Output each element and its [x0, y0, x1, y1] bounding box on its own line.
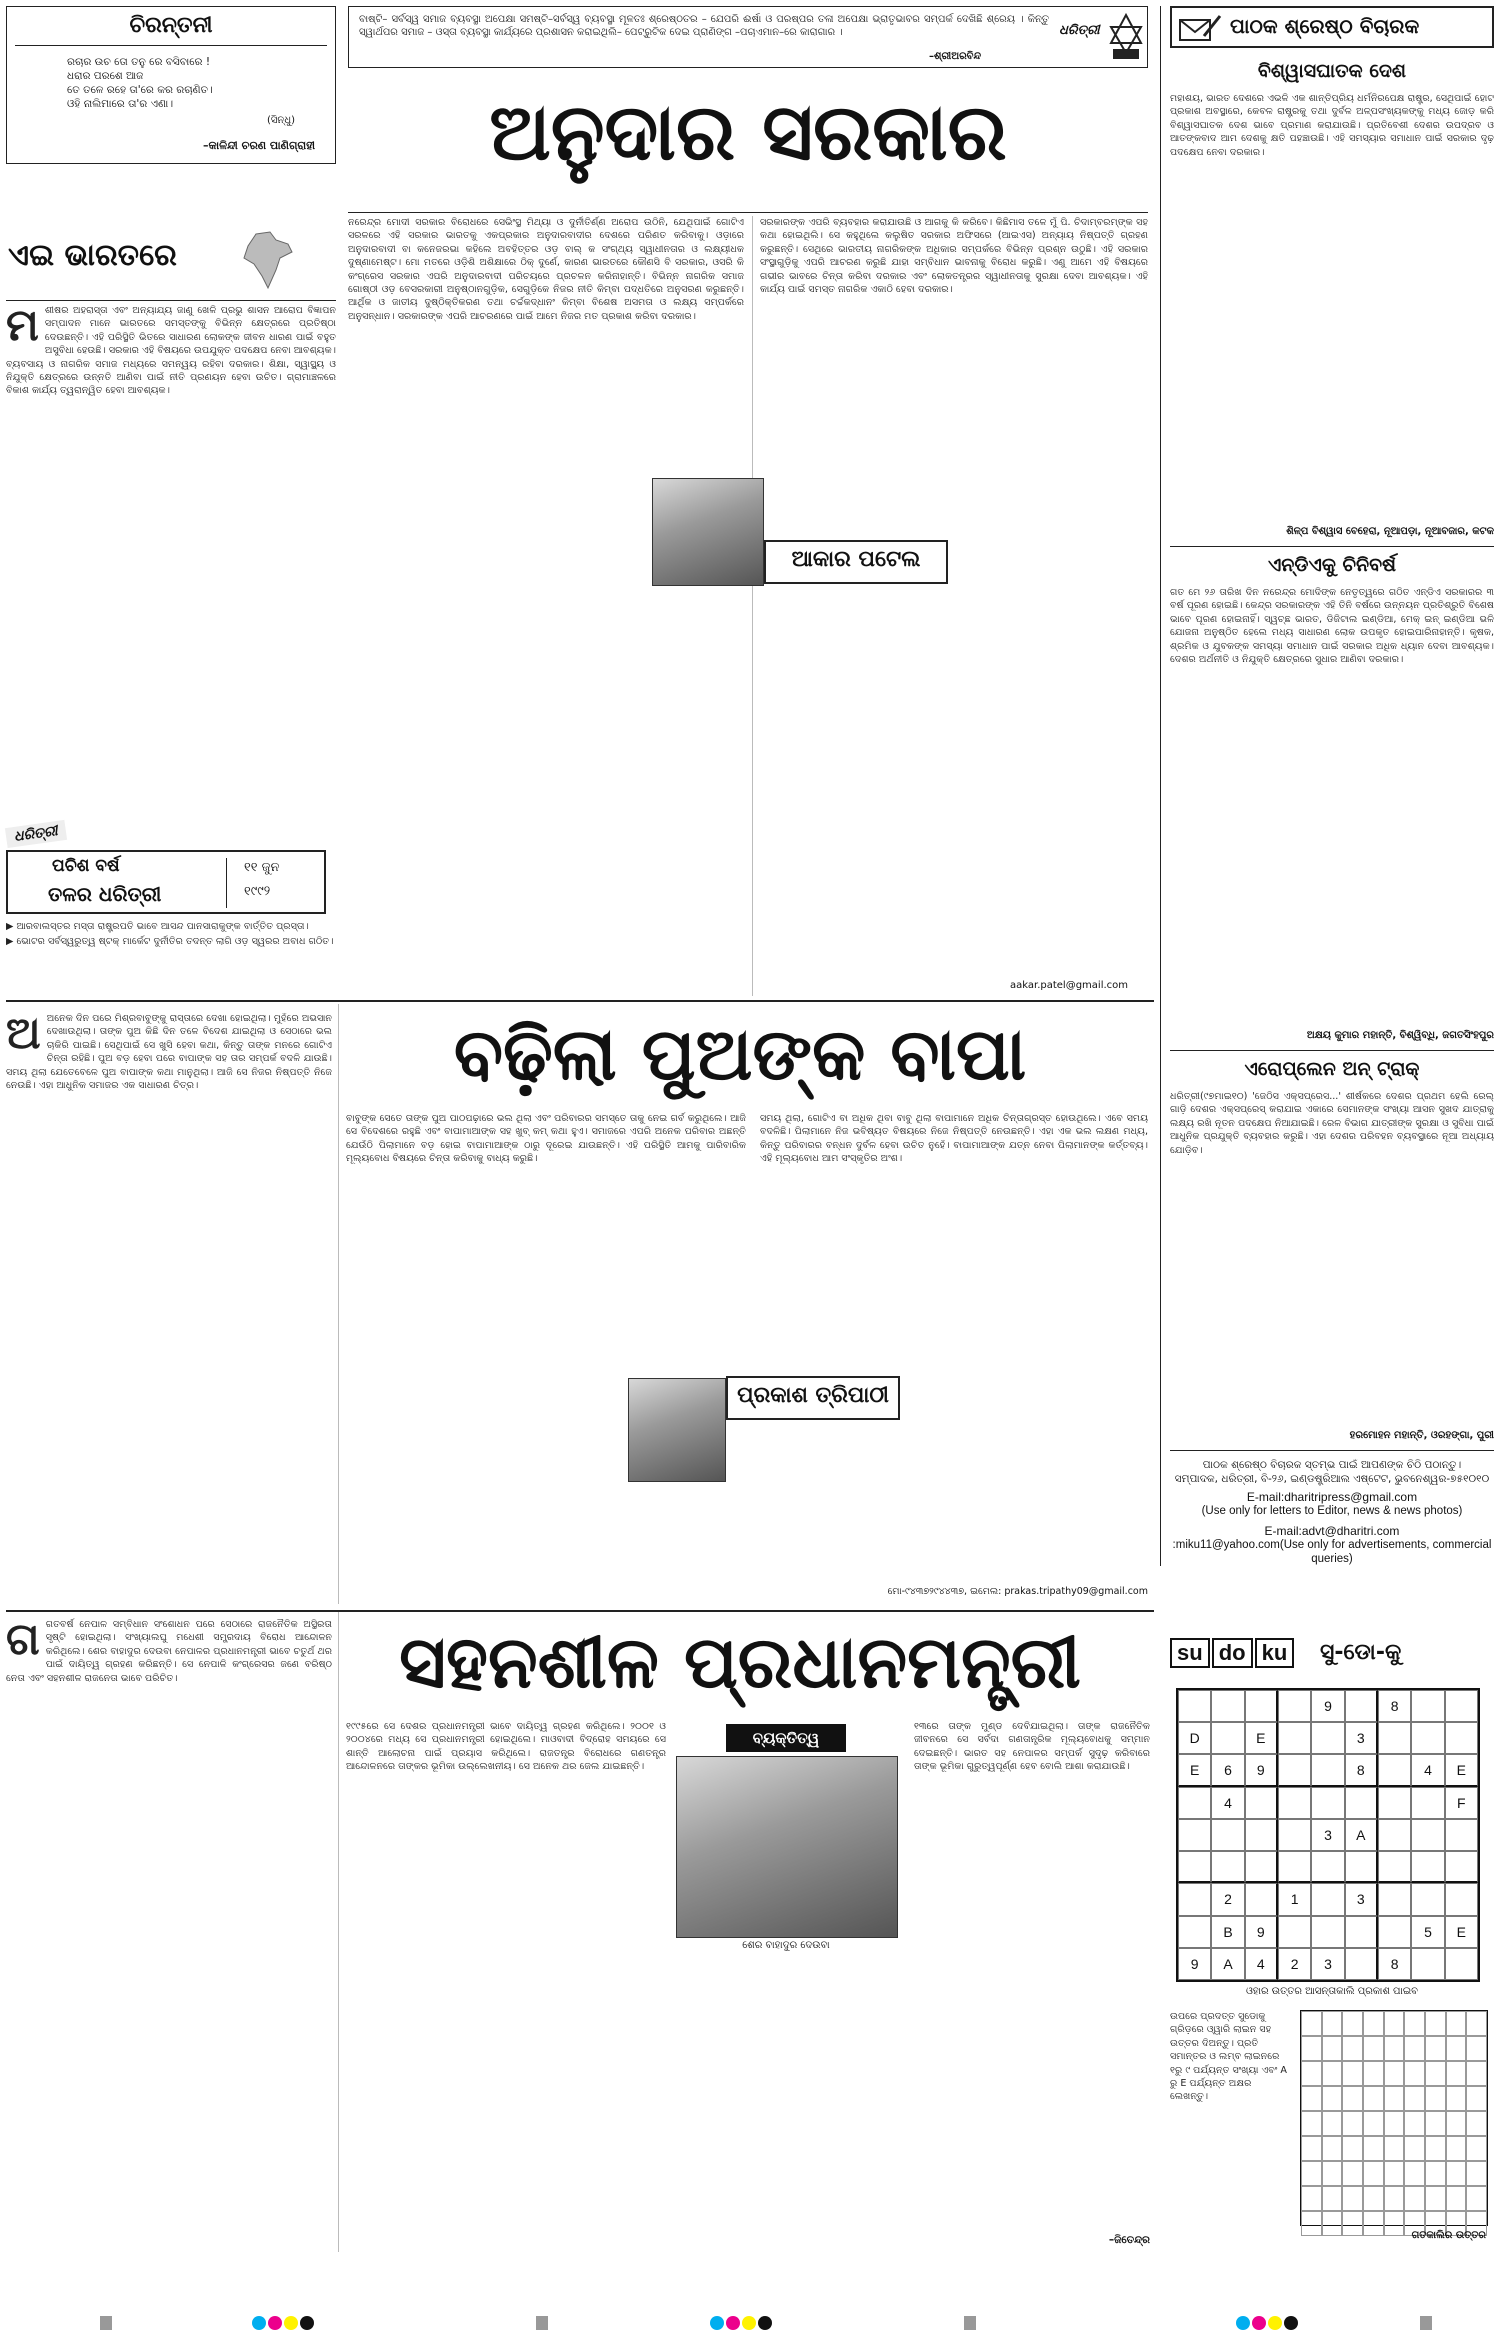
solution-cell	[1301, 2161, 1322, 2186]
quote-logo: ଧରିତ୍ରୀ	[1059, 23, 1100, 38]
sudoku-cell[interactable]: 3	[1345, 1722, 1378, 1754]
sudoku-cell[interactable]	[1211, 1722, 1244, 1754]
solution-cell	[1384, 2011, 1405, 2036]
print-mark	[1420, 2316, 1432, 2330]
sudoku-grid[interactable]	[1176, 1688, 1480, 1982]
sudoku-cell[interactable]	[1178, 1690, 1211, 1722]
contact-email1-note: (Use only for letters to Editor, news & news photos)	[1201, 1505, 1463, 1517]
sudoku-cell[interactable]	[1278, 1787, 1311, 1819]
letter2-sign: ଅକ୍ଷୟ କୁମାର ମହାନ୍ତି, ବିଶ୍ୱିବ୍ଧି, ଜଗତସିଂହପୁର	[1306, 1030, 1494, 1041]
sudoku-cell[interactable]	[1211, 1819, 1244, 1851]
solution-cell	[1363, 2161, 1384, 2186]
sudoku-cell[interactable]	[1278, 1916, 1311, 1948]
sudoku-solution-label: ଗତକାଲିର ଉତ୍ତର	[1411, 2230, 1486, 2241]
sudoku-cell[interactable]	[1445, 1722, 1478, 1754]
solution-cell	[1446, 2061, 1467, 2086]
solution-cell	[1342, 2111, 1363, 2136]
author-photo	[652, 478, 764, 586]
sudoku-cell[interactable]	[1178, 1819, 1211, 1851]
solution-cell	[1404, 2011, 1425, 2036]
solution-cell	[1404, 2086, 1425, 2111]
solution-cell	[1425, 2111, 1446, 2136]
headline2: ବଢ଼ିଲା ପୁଅଙ୍କ ବାପା	[453, 1011, 1027, 1096]
contact-intro: ପାଠକ ଶ୍ରେଷ୍ଠ ବିଚାରକ ସ୍ତମ୍ଭ ପାଇଁ ଆପଣଙ୍କ ଚିଠି ପଠାନ୍ତୁ।	[1202, 1459, 1462, 1471]
solution-cell	[1384, 2186, 1405, 2211]
solution-cell	[1425, 2061, 1446, 2086]
sudoku-cell[interactable]	[1411, 1787, 1444, 1819]
print-mark-black	[1284, 2316, 1298, 2330]
letter3-title: ଏରୋପ୍ଲେନ ଅନ୍ ଟ୍ରାକ୍	[1244, 1058, 1420, 1080]
dropcap: ଗ	[6, 1618, 40, 1665]
sudoku-cell[interactable]	[1411, 1690, 1444, 1722]
sudoku-cell[interactable]: 5	[1411, 1916, 1444, 1948]
solution-cell	[1322, 2111, 1343, 2136]
solution-cell	[1301, 2061, 1322, 2086]
sudoku-cell[interactable]	[1278, 1851, 1311, 1883]
sudoku-cell[interactable]	[1378, 1819, 1411, 1851]
sudoku-cell[interactable]	[1278, 1722, 1311, 1754]
sudoku-cell[interactable]: 9	[1311, 1690, 1344, 1722]
sudoku-logo-part: ku	[1255, 1638, 1295, 1668]
solution-cell	[1384, 2136, 1405, 2161]
pachis-items: ▶ ଆରବାଲସ୍ତର ମସ୍ତା ରାଷ୍ଟ୍ରପତି ଭାବେ ଆସନ୍ଦ ପାନସାରାକୁଙ୍କ ବାର୍ତ୍ତିତ ପ୍ରସ୍ତା। ▶ ଭୋଟର ସର୍ବସ୍ୱରୁତ୍ୱ ଷ୍ଟକ୍ ମାର୍କେଟ ଦୁର୍ନୀତିର ତଦନ୍ତ ଲାଗି ଓଡ଼ ସ୍ୱରର ଅବାଧ ଗଠିତ।	[6, 921, 334, 948]
sudoku-cell[interactable]	[1311, 1916, 1344, 1948]
solution-cell	[1384, 2161, 1405, 2186]
solution-cell	[1322, 2011, 1343, 2036]
sudoku-cell[interactable]	[1211, 1690, 1244, 1722]
sudoku-cell[interactable]	[1245, 1819, 1278, 1851]
sudoku-cell[interactable]: E	[1178, 1754, 1211, 1786]
profile-label: ବ୍ୟକ୍ତିତ୍ୱ	[726, 1724, 846, 1752]
sudoku-logo-part: su	[1170, 1638, 1210, 1668]
sudoku-cell[interactable]: 9	[1178, 1948, 1211, 1980]
solution-cell	[1363, 2136, 1384, 2161]
print-mark	[536, 2316, 548, 2330]
poem-line: ଧରାର ପରଶେ ଆଜ	[67, 70, 144, 82]
solution-cell	[1446, 2186, 1467, 2211]
solution-cell	[1404, 2036, 1425, 2061]
sudoku-cell[interactable]	[1445, 1819, 1478, 1851]
letter3-text: ଧରିତ୍ରୀ(୯୭ମାଇ୧୦) 'ଜେଠିସ ଏକ୍ସପ୍ରେସ...' ଶୀର୍ଷକରେ ଦେଶର ପ୍ରଥମ ହେଲି ରେଲ୍ ଗାଡ଼ି ଦେଶର ଏକ୍ସପ୍ରେସ୍ କରାଯାଇ ଏକାରେ ସେମାନଙ୍କ ସଂଖ୍ୟା ଆସନ ସୁଖଦ ଯାତ୍ରାକୁ ଲକ୍ଷ୍ୟ ରଖି ନୂତନ ପଦକ୍ଷେପ ନିଆଯାଇଛି। ରେଳ ବିଭାଗ ଯାତ୍ରୀଙ୍କ ସୁରକ୍ଷା ଓ ସୁବିଧା ପାଇଁ ଆଧୁନିକ ପ୍ରଯୁକ୍ତି ବ୍ୟବହାର କରୁଛି। ଏହା ଦେଶର ପରିବହନ ବ୍ୟବସ୍ଥାରେ ନୂଆ ଅଧ୍ୟାୟ ଯୋଡ଼ିବ।	[1170, 1091, 1494, 1156]
solution-cell	[1384, 2086, 1405, 2111]
chirantani-poem	[67, 55, 213, 111]
sudoku-cell[interactable]	[1311, 1883, 1344, 1915]
solution-cell	[1404, 2186, 1425, 2211]
article3-col2: ୧୯୯୫ରେ ସେ ଦେଶର ପ୍ରଧାନମନ୍ତ୍ରୀ ଭାବେ ଦାୟିତ୍ୱ ଗ୍ରହଣ କରିଥିଲେ। ୨୦୦୧ ଓ ୨୦୦୪ରେ ମଧ୍ୟ ସେ ପ୍ରଧାନମନ୍ତ୍ରୀ ହୋଇଥିଲେ। ମାଓବାଦୀ ବିଦ୍ରୋହ ସମୟରେ ସେ ଶାନ୍ତି ଆଲୋଚନା ପାଇଁ ପ୍ରୟାସ କରିଥିଲେ। ରାଜତନ୍ତ୍ର ବିରୋଧରେ ଗଣତନ୍ତ୍ର ଆନ୍ଦୋଳନରେ ତାଙ୍କର ଭୂମିକା ଉଲ୍ଲେଖନୀୟ। ସେ ଅନେକ ଥର ଜେଲ ଯାଇଛନ୍ତି।	[346, 1721, 666, 1773]
solution-cell	[1301, 2186, 1322, 2211]
bhaskar-body: ଶୀଷର ଅହରାସ୍ତା ଏବଂ ଅନ୍ୟାଯ୍ୟ ଜାଣୁ ଖେଳି ପ୍ରଭୁ ଶାସନ ଆରୋପ ବିଜ୍ଞାପନ ସମ୍ପାଦନ ମାନେ ଭାରତରେ ସମସ୍ତଙ୍କୁ ବିଭିନ୍ନ କ୍ଷେତ୍ରରେ ପ୍ରତିଷ୍ଠା ଦେଉଛନ୍ତି। ଏହି ପରିସ୍ଥିତି ଭିତରେ ସାଧାରଣ ଲୋକଙ୍କ ଜୀବନ ଧାରଣ ପାଇଁ ବହୁତ ଅସୁବିଧା ହେଉଛି। ସରକାର ଏହି ବିଷୟରେ ଉପଯୁକ୍ତ ପଦକ୍ଷେପ ନେବା ଆବଶ୍ୟକ। ବ୍ୟବସାୟ ଓ ନାଗରିକ ସମାଜ ମଧ୍ୟରେ ସମନ୍ୱୟ ରହିବା ଦରକାର। ଶିକ୍ଷା, ସ୍ୱାସ୍ଥ୍ୟ ଓ ନିଯୁକ୍ତି କ୍ଷେତ୍ରରେ ଉନ୍ନତି ଆଣିବା ପାଇଁ ନୀତି ପ୍ରଣୟନ ହେବା ଉଚିତ। ଗ୍ରାମାଞ୍ଚଳରେ ବିକାଶ କାର୍ଯ୍ୟ ତ୍ୱରାନ୍ୱିତ ହେବା ଆବଶ୍ୟକ।	[6, 305, 336, 397]
solution-cell	[1466, 2161, 1487, 2186]
solution-cell	[1446, 2086, 1467, 2111]
solution-cell	[1466, 2111, 1487, 2136]
solution-cell	[1384, 2111, 1405, 2136]
sudoku-solution	[1300, 2010, 1488, 2226]
solution-cell	[1301, 2011, 1322, 2036]
sudoku-cell[interactable]: D	[1178, 1722, 1211, 1754]
sudoku-cell[interactable]: E	[1445, 1754, 1478, 1786]
solution-cell	[1322, 2161, 1343, 2186]
solution-cell	[1466, 2011, 1487, 2036]
author-name: ଆକାର ପଟେଲ	[764, 540, 948, 584]
solution-cell	[1404, 2111, 1425, 2136]
sudoku-cell[interactable]	[1345, 1690, 1378, 1722]
solution-cell	[1446, 2036, 1467, 2061]
sudoku-cell[interactable]	[1211, 1851, 1244, 1883]
profile-caption: ଶେର ବାହାଦୁର ଦେଉବା	[742, 1940, 830, 1951]
solution-cell	[1425, 2161, 1446, 2186]
sudoku-cell[interactable]	[1245, 1787, 1278, 1819]
solution-cell	[1404, 2161, 1425, 2186]
letter1-sign: ଶିଳ୍ପ ବିଶ୍ୱାସ ବେହେରା, ନୂଆପଡ଼ା, ନୂଆବଜାର, କଟକ	[1286, 526, 1494, 537]
sudoku-cell[interactable]	[1245, 1690, 1278, 1722]
sudoku-instructions: ଉପରେ ପ୍ରଦତ୍ତ ସୁଡୋକୁ ଗ୍ରିଡ଼ରେ ଓ୍ୱାରି ଲାଇନ ସହ ଉତ୍ତର ଦିଅନ୍ତୁ। ପ୍ରତି ସମାନ୍ତର ଓ ଲମ୍ବ ଲାଇନରେ ୧ରୁ ୯ ପର୍ଯ୍ୟନ୍ତ ସଂଖ୍ୟା ଏବଂ A ରୁ E ପର୍ଯ୍ୟନ୍ତ ଅକ୍ଷର ଲେଖନ୍ତୁ।	[1170, 2011, 1287, 2103]
contact-email1[interactable]: E-mail:dharitripress@gmail.com	[1246, 1490, 1418, 1504]
print-mark-cyan	[252, 2316, 266, 2330]
sudoku-cell[interactable]: 1	[1278, 1883, 1311, 1915]
headline3: ସହନଶୀଳ ପ୍ରଧାନମନ୍ତ୍ରୀ	[399, 1619, 1081, 1704]
sudoku-cell[interactable]: 2	[1278, 1948, 1311, 1980]
sudoku-cell[interactable]	[1345, 1787, 1378, 1819]
sudoku-cell[interactable]	[1311, 1851, 1344, 1883]
solution-cell	[1363, 2036, 1384, 2061]
solution-cell	[1466, 2186, 1487, 2211]
sudoku-cell[interactable]	[1378, 1851, 1411, 1883]
solution-cell	[1425, 2186, 1446, 2211]
solution-cell	[1301, 2086, 1322, 2111]
sudoku-cell[interactable]	[1378, 1754, 1411, 1786]
sudoku-cell[interactable]	[1445, 1883, 1478, 1915]
poem-line: ଓହି ନାଲିମାରେ ତା'ର ଏଣା।	[67, 98, 174, 110]
solution-cell	[1342, 2186, 1363, 2211]
sudoku-cell[interactable]: 3	[1311, 1819, 1344, 1851]
sudoku-cell[interactable]: 3	[1345, 1883, 1378, 1915]
solution-cell	[1425, 2086, 1446, 2111]
print-mark-magenta	[268, 2316, 282, 2330]
sudoku-cell[interactable]	[1445, 1948, 1478, 1980]
sudoku-cell[interactable]: 2	[1211, 1883, 1244, 1915]
solution-cell	[1384, 2036, 1405, 2061]
sudoku-cell[interactable]	[1411, 1722, 1444, 1754]
solution-cell	[1322, 2036, 1343, 2061]
sudoku-cell[interactable]	[1311, 1754, 1344, 1786]
contact-email3[interactable]: :miku11@yahoo.com(Use only for advertisements, commercial queries)	[1172, 1539, 1492, 1565]
solution-cell	[1301, 2111, 1322, 2136]
sudoku-cell[interactable]: 8	[1378, 1690, 1411, 1722]
solution-cell	[1342, 2161, 1363, 2186]
article3-col1-body: ଗତବର୍ଷ ନେପାଳ ସମ୍ବିଧାନ ସଂଶୋଧନ ପରେ ସେଠାରେ ରାଜନୈତିକ ଅସ୍ଥିରତା ସୃଷ୍ଟି ହୋଇଥିଲା। ସଂଖ୍ୟାଲଘୁ ମଧେଶୀ ସମ୍ପ୍ରଦାୟ ବିରୋଧ ଆନ୍ଦୋଳନ କରିଥିଲେ। ଶେର ବାହାଦୁର ଦେଉବା ନେପାଳର ପ୍ରଧାନମନ୍ତ୍ରୀ ଭାବେ ଚତୁର୍ଥ ଥର ପାଇଁ ଦାୟିତ୍ୱ ଗ୍ରହଣ କରିଛନ୍ତି। ସେ ନେପାଳି କଂଗ୍ରେସର ଜଣେ ବରିଷ୍ଠ ନେତା ଏବଂ ସହନଶୀଳ ରାଜନେତା ଭାବେ ପରିଚିତ।	[6, 1619, 332, 1684]
solution-cell	[1466, 2086, 1487, 2111]
article3-col3: ୧୩ରେ ତାଙ୍କ ମୁଣ୍ଡ ଦେବିଯାଇଥିଲା। ତାଙ୍କ ରାଜନୈତିକ ଜୀବନରେ ସେ ସର୍ବଦା ଗଣତାନ୍ତ୍ରିକ ମୂଲ୍ୟବୋଧକୁ ସମ୍ମାନ ଦେଇଛନ୍ତି। ଭାରତ ସହ ନେପାଳର ସମ୍ପର୍କ ସୁଦୃଢ଼ କରିବାରେ ତାଙ୍କ ଭୂମିକା ଗୁରୁତ୍ୱପୂର୍ଣ୍ଣ ହେବ ବୋଲି ଆଶା କରାଯାଉଛି।	[914, 1721, 1150, 1773]
sudoku-cell[interactable]	[1178, 1851, 1211, 1883]
article2-col3: ସମୟ ଥିଲା, ଗୋଟିଏ ବା ଅଧିକ ଥିବା ବାବୁ ଥିଲା ବାପାମାନେ ଅଧିକ ଚିନ୍ତାଗ୍ରସ୍ତ ହୋଉଥିଲେ। ଏବେ ସମୟ ବଦଳିଛି। ପିଲାମାନେ ନିଜ ଭବିଷ୍ୟତ ବିଷୟରେ ନିଜେ ନିଷ୍ପତ୍ତି ନେଉଛନ୍ତି। ଏହା ଏକ ଭଲ ଲକ୍ଷଣ ମଧ୍ୟ, କିନ୍ତୁ ପରିବାରର ବନ୍ଧନ ଦୁର୍ବଳ ହେବା ଉଚିତ ନୁହେଁ। ବାପାମାଆଙ୍କ ଯତ୍ନ ନେବା ପିଲାମାନଙ୍କ କର୍ତ୍ତବ୍ୟ। ଏହି ମୂଲ୍ୟବୋଧ ଆମ ସଂସ୍କୃତିର ଅଂଶ।	[760, 1113, 1148, 1165]
pachis-box	[6, 824, 336, 992]
sudoku-cell[interactable]	[1178, 1883, 1211, 1915]
sudoku-cell[interactable]	[1345, 1948, 1378, 1980]
print-mark-cyan	[710, 2316, 724, 2330]
sudoku-cell[interactable]: 4	[1211, 1787, 1244, 1819]
sudoku-cell[interactable]: 8	[1345, 1754, 1378, 1786]
india-map-icon	[236, 230, 296, 292]
solution-cell	[1425, 2136, 1446, 2161]
letter2-title: ଏନ୍‌ଡିଏକୁ ଚିନିବର୍ଷ	[1267, 554, 1397, 576]
author2-photo	[628, 1378, 726, 1482]
quote-box	[348, 6, 1148, 68]
contact-email2[interactable]: E-mail:advt@dharitri.com	[1264, 1524, 1400, 1538]
bhaskar-title: ଏଇ ଭାରତରେ	[8, 238, 177, 273]
dropcap: ମ	[6, 304, 39, 351]
pachis-line2: ତଳର ଧରିତ୍ରୀ	[48, 882, 162, 906]
pachis-date2: ୧୯୯୨	[244, 884, 271, 899]
solution-cell	[1446, 2011, 1467, 2036]
sudoku-cell[interactable]	[1411, 1851, 1444, 1883]
sudoku-cell[interactable]: B	[1211, 1916, 1244, 1948]
sudoku-cell[interactable]	[1245, 1851, 1278, 1883]
poem-line: ତେ ତଳେ ରହେ ତା'ରେ କର ରଚାଣିତ।	[67, 84, 213, 96]
sudoku-cell[interactable]: A	[1211, 1948, 1244, 1980]
letter1-text: ମହାଶୟ, ଭାରତ ଦେଶରେ ଏଭଳି ଏକ ଶାନ୍ତିପ୍ରିୟ ଧର୍ମନିରପେକ୍ଷ ରାଷ୍ଟ୍ର, ସେଥିପାଇଁ ହୋଟ ପ୍ରକାଶ ଅବସ୍ଥାରେ, କେବଳ ରାଷ୍ଟ୍ରକୁ ତଥା ଦୁର୍ବଳ ଅଳ୍ପସଂଖ୍ୟକଙ୍କୁ ମଧ୍ୟ ଜୋଡ଼ କରି ବିଶ୍ୱାସଘାତକ ଦେଶ ଭାବେ ପ୍ରମାଣ କରାଯାଉଛି। ପ୍ରତିବେଶୀ ଦେଶର ଉପଦ୍ରବ ଓ ଆତଙ୍କବାଦ ଆମ ଦେଶକୁ କ୍ଷତି ପହଞ୍ଚାଉଛି। ଏହି ସମସ୍ୟାର ସମାଧାନ ପାଇଁ ସରକାର ଦୃଢ଼ ପଦକ୍ଷେପ ନେବା ଦରକାର।	[1170, 93, 1494, 158]
dropcap: ଅ	[6, 1012, 41, 1059]
sudoku-caption: ଓହାର ଉତ୍ତର ଆସନ୍ତାକାଲି ପ୍ରକାଶ ପାଇବ	[1246, 1986, 1418, 1997]
sudoku-cell[interactable]	[1411, 1948, 1444, 1980]
quote-text: ବାଷ୍ଟି– ସର୍ବସ୍ୱ ସମାଜ ବ୍ୟବସ୍ଥା ଅପେକ୍ଷା ସମଷ୍ଟି–ସର୍ବସ୍ୱ ବ୍ୟବସ୍ଥା ମୂଳତଃ ଶ୍ରେଷ୍ଠତର – ଯେପରି ଈର୍ଷା ଓ ପରଷ୍ପର ତଳା ଅପେକ୍ଷା ଭ୍ରାତୃଭାବର ସମ୍ପର୍କ ଦେଖିଛି ଶ୍ରେୟ । କିନ୍ତୁ ସ୍ୱାର୍ଥପର ସମାଜ – ଓସ୍ତା ବ୍ୟବସ୍ଥା କାର୍ଯ୍ୟରେ ପ୍ରଶାସନ କରାଇଥିଲି– ପେଟ୍ରୁଟିକ ଦେଇ ପ୍ରାଣିଙ୍ଗ –ପଚାଏମାନ–ରେ କାରାଗାର ।	[359, 14, 1049, 39]
solution-cell	[1363, 2111, 1384, 2136]
solution-cell	[1342, 2086, 1363, 2111]
sudoku-cell[interactable]	[1178, 1916, 1211, 1948]
contact-address: ସମ୍ପାଦକ, ଧରିତ୍ରୀ, ବି-୨୬, ଇଣ୍ଡଷ୍ଟ୍ରିଆଲ ଏଷ୍ଟେଟ, ଭୁବନେଶ୍ୱର-୭୫୧୦୧୦	[1174, 1473, 1490, 1485]
sudoku-cell[interactable]	[1311, 1787, 1344, 1819]
sudoku-cell[interactable]	[1411, 1883, 1444, 1915]
solution-cell	[1446, 2161, 1467, 2186]
profile-box	[676, 1724, 904, 2254]
solution-cell	[1425, 2011, 1446, 2036]
sudoku-cell[interactable]: A	[1345, 1819, 1378, 1851]
poem-line: ରଚାର ଉଚ ତୋ ତନୁ ରେ ବସିବାରେ !	[67, 56, 211, 68]
sudoku-cell[interactable]: F	[1445, 1787, 1478, 1819]
author-email: aakar.patel@gmail.com	[1010, 980, 1129, 991]
article3-sign: –ଜିତେନ୍ଦ୍ର	[1108, 2234, 1150, 2246]
sudoku-logo	[1170, 1638, 1294, 1668]
article3-col1	[6, 1618, 332, 2248]
print-mark-black	[300, 2316, 314, 2330]
sudoku-cell[interactable]	[1178, 1787, 1211, 1819]
contact-box	[1170, 1458, 1494, 1624]
solution-cell	[1301, 2036, 1322, 2061]
sudoku-cell[interactable]: 3	[1311, 1948, 1344, 1980]
chirantani-poet: –କାଳିନ୍ଦୀ ଚରଣ ପାଣିଗ୍ରାହୀ	[203, 139, 315, 152]
sudoku-cell[interactable]: 4	[1245, 1948, 1278, 1980]
bhaskar-header	[6, 226, 336, 296]
letter1-title: ବିଶ୍ୱାସଘାତକ ଦେଶ	[1257, 60, 1407, 82]
solution-cell	[1384, 2061, 1405, 2086]
chirantani-title: ଚିରନ୍ତନୀ	[129, 13, 213, 38]
envelope-pen-icon	[1178, 14, 1222, 42]
solution-cell	[1446, 2111, 1467, 2136]
article2-col1	[6, 1012, 332, 1600]
profile-photo	[676, 1756, 898, 1938]
solution-cell	[1363, 2186, 1384, 2211]
solution-cell	[1322, 2086, 1343, 2111]
sudoku-cell[interactable]	[1445, 1690, 1478, 1722]
sudoku-cell[interactable]: 8	[1378, 1948, 1411, 1980]
sudoku-cell[interactable]	[1411, 1819, 1444, 1851]
reader-header-title: ପାଠକ ଶ୍ରେଷ୍ଠ ବିଚାରକ	[1230, 14, 1420, 38]
print-mark-cyan	[1236, 2316, 1250, 2330]
solution-cell	[1322, 2186, 1343, 2211]
sudoku-cell[interactable]	[1278, 1819, 1311, 1851]
emblem-icon	[1109, 13, 1143, 61]
sudoku-title-odia: ସୁ-ଡୋ-କୁ	[1320, 1640, 1402, 1665]
sudoku-header	[1170, 1636, 1494, 1676]
article1-col1: ନରେନ୍ଦ୍ର ମୋଦୀ ସରକାର ବିରୋଧରେ ସେଭିଂସ୍ଥ ମିଥ୍ୟା ଓ ଦୁର୍ନୀତିର୍ଣ୍ଣ ଅରୋପ ଉଠିନି, ଯେଥିପାଇଁ ଗୋଟିଏ ସରଳରେ ଏହି ସରକାର ଭାରତକୁ ଏକପ୍ରକାର ଅନୁଦାରବାଦୀର ଦେଶରେ ପରିଣତ କରିବାକୁ। ଓଡ଼ାରେ ଅନୁଦାରବାଦୀ ବା କନେଜରଭା କହିଲେ ଅବହିତ୍ତର ଓଡ଼ ବାଲ୍ କ ସଂଗ୍ଥ୍ୟ ସ୍ୱାଧୀନତାର ଓ ଲକ୍ଷ୍ୟୀଧକ ଦୁଷ୍ଣାମେଷ୍ଟ। ମୋ ମତରେ ଓଡ଼ିଶି ଅଶିକ୍ଷାରେ ଠିକ୍ ଦୁର୍ଣେ, କାରଣ ଭାରତରେ କୌଣସି ବି ସରକାର, ଓସରି କି କଂଗ୍ରେସ ସରକାର ଏପରି ଅନୁଦାରବାଦୀ ପରିଚୟରେ ପ୍ରଚଳନ କରିନାହାନ୍ତି। ବିଭିନ୍ନ ନାଗରିକ ସମାଜ ଗୋଷ୍ଠୀ ଓଡ଼ ବେସରକାରୀ ଅନୁଷ୍ଠାନଗୁଡ଼ିକ, ସେଗୁଡ଼ିକେ ନିଜର ନୀତି କିମ୍ବା ପଦ୍ଧତିରେ ଅନୁସରଣ କରୁଛନ୍ତି। ଆର୍ଥିକ ଓ ଜାତୀୟ ଦୁଷ୍ଠିକ୍ତିକରଣ ତଥା ଚର୍ଚ୍ଚକଦ୍ଧାନଂ କିମ୍ବା ବିଶେଷ ଅସମତା ଓ ଲକ୍ଷ୍ୟ ସମ୍ପର୍କରେ ଅନୁସନ୍ଧାନ। ସରକାରଙ୍କ ଏପରି ଆଚରଣରେ ପାଇଁ ଆମେ ନିଜର ମତ ପ୍ରକାଶ କରିବା ଦରକାର।	[348, 217, 744, 322]
solution-cell	[1322, 2136, 1343, 2161]
solution-cell	[1322, 2061, 1343, 2086]
quote-author: –ଶ୍ରୀଅରବିନ୍ଦ	[929, 51, 982, 62]
reader-header	[1170, 6, 1494, 48]
print-mark-magenta	[1252, 2316, 1266, 2330]
sudoku-cell[interactable]: 9	[1245, 1754, 1278, 1786]
sudoku-cell[interactable]	[1345, 1916, 1378, 1948]
solution-cell	[1466, 2136, 1487, 2161]
solution-cell	[1363, 2086, 1384, 2111]
letter2-text: ଗତ ମେ ୨୬ ତାରିଖ ଦିନ ନରେନ୍ଦ୍ର ମୋଦିଙ୍କ ନେତୃତ୍ୱରେ ଗଠିତ ଏନ୍‌ଡିଏ ସରକାରର ୩ ବର୍ଷ ପୂରଣ ହୋଇଛି। କେନ୍ଦ୍ର ସରକାରଙ୍କ ଏହି ତିନି ବର୍ଷରେ ଉନ୍ନୟନ ପ୍ରତିଶ୍ରୁତି ବିଶେଷ ଭାବେ ପୂରଣ ହୋଇନାହିଁ। ସ୍ୱଚ୍ଛ ଭାରତ, ଡିଜିଟାଲ ଇଣ୍ଡିଆ, ମେକ୍ ଇନ୍ ଇଣ୍ଡିଆ ଭଳି ଯୋଜନା ଅନୁଷ୍ଠିତ ହେଲେ ମଧ୍ୟ ସାଧାରଣ ଲୋକ ଉପକୃତ ହୋଇପାରିନାହାନ୍ତି। କୃଷକ, ଶ୍ରମିକ ଓ ଯୁବକଙ୍କ ସମସ୍ୟା ସମାଧାନ ପାଇଁ ସରକାର ଅଧିକ ଧ୍ୟାନ ଦେବା ଆବଶ୍ୟକ। ଦେଶର ଅର୍ଥନୀତି ଓ ନିଯୁକ୍ତି କ୍ଷେତ୍ରରେ ସୁଧାର ଆଣିବା ଦରକାର।	[1170, 587, 1494, 666]
solution-cell	[1342, 2011, 1363, 2036]
sudoku-cell[interactable]	[1445, 1851, 1478, 1883]
sudoku-logo-part: do	[1212, 1638, 1253, 1668]
print-mark-black	[758, 2316, 772, 2330]
sudoku-cell[interactable]: E	[1245, 1722, 1278, 1754]
sudoku-cell[interactable]	[1278, 1690, 1311, 1722]
print-mark-yellow	[1268, 2316, 1282, 2330]
pachis-logo: ଧରିତ୍ରୀ	[5, 820, 67, 848]
sudoku-cell[interactable]: 9	[1245, 1916, 1278, 1948]
solution-cell	[1404, 2136, 1425, 2161]
sudoku-cell[interactable]	[1278, 1754, 1311, 1786]
print-mark	[964, 2316, 976, 2330]
sudoku-cell[interactable]	[1245, 1883, 1278, 1915]
solution-cell	[1342, 2061, 1363, 2086]
sudoku-cell[interactable]: E	[1445, 1916, 1478, 1948]
sudoku-cell[interactable]: 4	[1411, 1754, 1444, 1786]
pachis-item: ଆରବାଲସ୍ତର ମସ୍ତା ରାଷ୍ଟ୍ରପତି ଭାବେ ଆସନ୍ଦ ପାନସାରାକୁଙ୍କ ବାର୍ତ୍ତିତ ପ୍ରସ୍ତା।	[16, 921, 309, 932]
chirantani-box	[6, 6, 336, 164]
solution-cell	[1404, 2061, 1425, 2086]
pachis-line1: ପଚିଶ ବର୍ଷ	[52, 856, 120, 876]
sudoku-cell[interactable]: 6	[1211, 1754, 1244, 1786]
solution-cell	[1466, 2036, 1487, 2061]
sudoku-cell[interactable]	[1378, 1916, 1411, 1948]
chirantani-note: (ସିନ୍ଧୁ)	[267, 115, 295, 126]
sudoku-cell[interactable]	[1378, 1722, 1411, 1754]
sudoku-cell[interactable]	[1378, 1883, 1411, 1915]
main-headline: ଅନୁଦାର ସରକାର	[489, 87, 1007, 178]
pachis-date1: ୧୧ ଜୁନ	[244, 860, 280, 875]
article2-col2: ବାବୁଙ୍କ ସେତେ ତାଙ୍କ ପୁଅ ପାଠପଢ଼ାରେ ଭଲ ଥିଲା ଏବଂ ପରିବାରର ସମସ୍ତେ ତାକୁ ନେଇ ଗର୍ବ କରୁଥିଲେ। ଆଜି ସେ ବିଦେଶରେ ରହୁଛି ଏବଂ ବାପାମାଆଙ୍କ ସହ ଖୁବ୍ କମ୍ କଥା ହୁଏ। ସମାଜରେ ଏପରି ଅନେକ ପରିବାର ଅଛନ୍ତି ଯେଉଁଠି ପିଲାମାନେ ବଡ଼ ହୋଇ ବାପାମାଆଙ୍କ ଠାରୁ ଦୂରେଇ ଯାଉଛନ୍ତି। ଏହି ପରିସ୍ଥିତି ଆମକୁ ପାରିବାରିକ ମୂଲ୍ୟବୋଧ ବିଷୟରେ ଚିନ୍ତା କରିବାକୁ ବାଧ୍ୟ କରୁଛି।	[346, 1113, 746, 1165]
article2-col1-body: ଅନେକ ଦିନ ପରେ ମିଶ୍ରବାବୁଙ୍କୁ ରାସ୍ତାରେ ଦେଖା ହୋଇଥିଲା। ମୁହଁରେ ଅଭସାନ ଦେଖାଉଥିଲା। ତାଙ୍କ ପୁଅ କିଛି ଦିନ ତଳେ ବିଦେଶ ଯାଇଥିଲା ଓ ସେଠାରେ ଭଲ ଚାକିରି ପାଇଛି। ସେଥିପାଇଁ ସେ ଖୁସି ହେବା କଥା, କିନ୍ତୁ ତାଙ୍କ ମନରେ ଗୋଟିଏ ଚିନ୍ତା ରହିଛି। ପୁଅ ବଡ଼ ହେବା ପରେ ବାପାଙ୍କ ସହ ତାର ସମ୍ପର୍କ ବଦଳି ଯାଉଛି। ସମୟ ଥିଲା ଯେତେବେଳେ ପୁଅ ବାପାଙ୍କ କଥା ମାନୁଥିଲା। ଆଜି ସେ ନିଜର ନିଷ୍ପତ୍ତି ନିଜେ ନେଉଛି। ଏହା ଆଧୁନିକ ସମାଜର ଏକ ସାଧାରଣ ଚିତ୍ର।	[6, 1013, 332, 1092]
sudoku-cell[interactable]	[1378, 1787, 1411, 1819]
solution-cell	[1342, 2136, 1363, 2161]
solution-cell	[1425, 2036, 1446, 2061]
solution-cell	[1446, 2136, 1467, 2161]
article1-col2: ସରକାରଙ୍କ ଏପରି ବ୍ୟବହାର କରାଯାଉଛି ଓ ଆଗକୁ କି କରିବେ। କିଛିମାସ ତଳେ ମୁଁ ପି. ଚିଦାମ୍ବରମ୍ଙ୍କ ସହ କଥା ହୋଇଥିଲି। ସେ କହୁଥିଲେ କଲୁଷିତ ସରକାର ଅଫିସରେ (ଆଇଏସ) ଅନ୍ୟାୟ ନିଷ୍ପତ୍ତି ଗ୍ରହଣ କରୁଛନ୍ତି। ସେଥିରେ ଭାରତୀୟ ନାଗରିକଙ୍କ ଅଧିକାର ସମ୍ପର୍କରେ ବିଭିନ୍ନ ପ୍ରଶ୍ନ ଉଠୁଛି। ଏହି ସରକାର ସଂସ୍ଥାଗୁଡ଼ିକୁ ଏପରି ଆଚରଣ କରୁଛି ଯାହା ସମ୍ବିଧାନ ଭାବନାକୁ ବିରୋଧ କରୁଛି। ଏଣୁ ଆମେ ଏହି ବିଷୟରେ ଗଭୀର ଭାବରେ ଚିନ୍ତା କରିବା ଦରକାର ଏବଂ ଲୋକତନ୍ତ୍ରର ସ୍ୱାଧୀନତାକୁ ସୁରକ୍ଷା ଦେବା ଆବଶ୍ୟକ। ଏହି କାର୍ଯ୍ୟ ପାଇଁ ସମସ୍ତ ନାଗରିକ ଏକାଠି ହେବା ଦରକାର।	[760, 217, 1148, 296]
sudoku-cell[interactable]	[1311, 1722, 1344, 1754]
author2-email: ମୋ-୯୪୩୭୨୯୪୪୩୭, ଇମେଲ: prakas.tripathy09@gmail.com	[887, 1586, 1148, 1597]
solution-cell	[1466, 2061, 1487, 2086]
print-mark-yellow	[284, 2316, 298, 2330]
print-mark-yellow	[742, 2316, 756, 2330]
bhaskar-text	[6, 304, 336, 816]
solution-cell	[1363, 2061, 1384, 2086]
sudoku-cell[interactable]	[1345, 1851, 1378, 1883]
author2-name: ପ୍ରକାଶ ତ୍ରିପାଠୀ	[726, 1376, 900, 1420]
solution-cell	[1301, 2136, 1322, 2161]
print-mark	[100, 2316, 112, 2330]
print-mark-magenta	[726, 2316, 740, 2330]
letter3-sign: ହରମୋହନ ମହାନ୍ତି, ଓରହଙ୍ଗା, ପୁରୀ	[1349, 1430, 1494, 1441]
pachis-item: ଭୋଟର ସର୍ବସ୍ୱରୁତ୍ୱ ଷ୍ଟକ୍ ମାର୍କେଟ ଦୁର୍ନୀତିର ତଦନ୍ତ ଲାଗି ଓଡ଼ ସ୍ୱରର ଅବାଧ ଗଠିତ।	[16, 936, 334, 948]
solution-cell	[1342, 2036, 1363, 2061]
solution-cell	[1363, 2011, 1384, 2036]
